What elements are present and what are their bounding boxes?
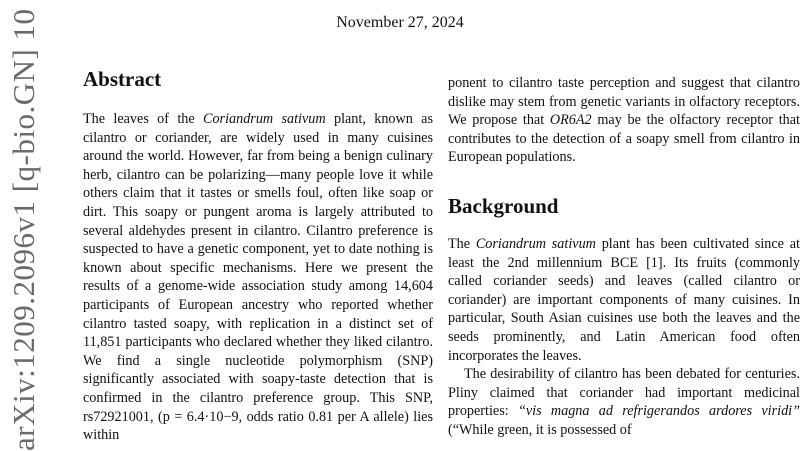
background-p1-start: The [448, 235, 476, 252]
background-p2-start: The desirability of cilantro has been debated for centuries. Pliny claimed that coriander had important medicinal properties: [448, 366, 800, 420]
right-column [448, 74, 800, 440]
pliny-quote: “vis magna ad refrigerandos ardores viridi” [517, 403, 800, 420]
background-heading: Background [448, 193, 559, 218]
abstract-gene-name: OR6A2 [549, 112, 592, 129]
abstract-continuation-start: ponent to cilantro taste perception and suggest that cilantro dislike may stem from genetic variants in olfactory receptors. We propose that [448, 75, 800, 129]
background-species-name: Coriandrum sativum [475, 235, 596, 252]
abstract-heading: Abstract [83, 67, 162, 91]
abstract-species-name: Coriandrum sativum [203, 111, 326, 127]
background-p2-body: (“While green, it is possessed of [448, 421, 632, 438]
arxiv-identifier: arXiv:1209.2096v1 [q-bio.GN] 10 [6, 8, 41, 451]
abstract-text-start: The leaves of the [83, 111, 203, 127]
abstract-paragraph [83, 110, 433, 445]
abstract-continuation-end: may be the olfactory receptor that contributes to the detection of a soapy smell from cilantro in European populations. [448, 112, 800, 166]
background-paragraph-1 [448, 235, 800, 365]
arxiv-sidebar-stamp [6, 0, 41, 451]
left-column [83, 66, 433, 445]
abstract-text-body: plant, known as cilantro or coriander, are widely used in many cuisines around the world. However, far from being a benign culinary herb, cilantro can be polarizing—many people love it while others claim that it tastes or smells foul, often like soap or dirt. This soapy or pungent aroma is largely attributed to several aldehydes present in cilantro. Cilantro preference is suspected to have a genetic component, yet to date nothing is known about specific mechanisms. Here we present the results of a genome-wide association study among 14,604 participants of European ancestry who reported whether cilantro tasted soapy, with replication in a distinct set of 11,851 participants who declared whether they liked cilantro. We find a single nucleotide polymorphism (SNP) significantly associated with soapy-taste detection that is confirmed in the cilantro preference group. This SNP, rs72921001, (p = 6.4·10−9, odds ratio 0.81 per A allele) lies within [83, 111, 434, 444]
background-p1-body: plant has been cultivated since at least the 2nd millennium BCE [1]. Its fruits (commonly called coriander seeds) and leaves (called cilantro or coriander) are important components of many cuisines. In particular, South Asian cuisines use both the leaves and the seeds prominently, and Latin American food often incorporates the leaves. [448, 235, 800, 364]
abstract-continuation [448, 74, 800, 167]
background-paragraph-2 [448, 365, 800, 439]
paper-date: November 27, 2024 [336, 14, 464, 31]
